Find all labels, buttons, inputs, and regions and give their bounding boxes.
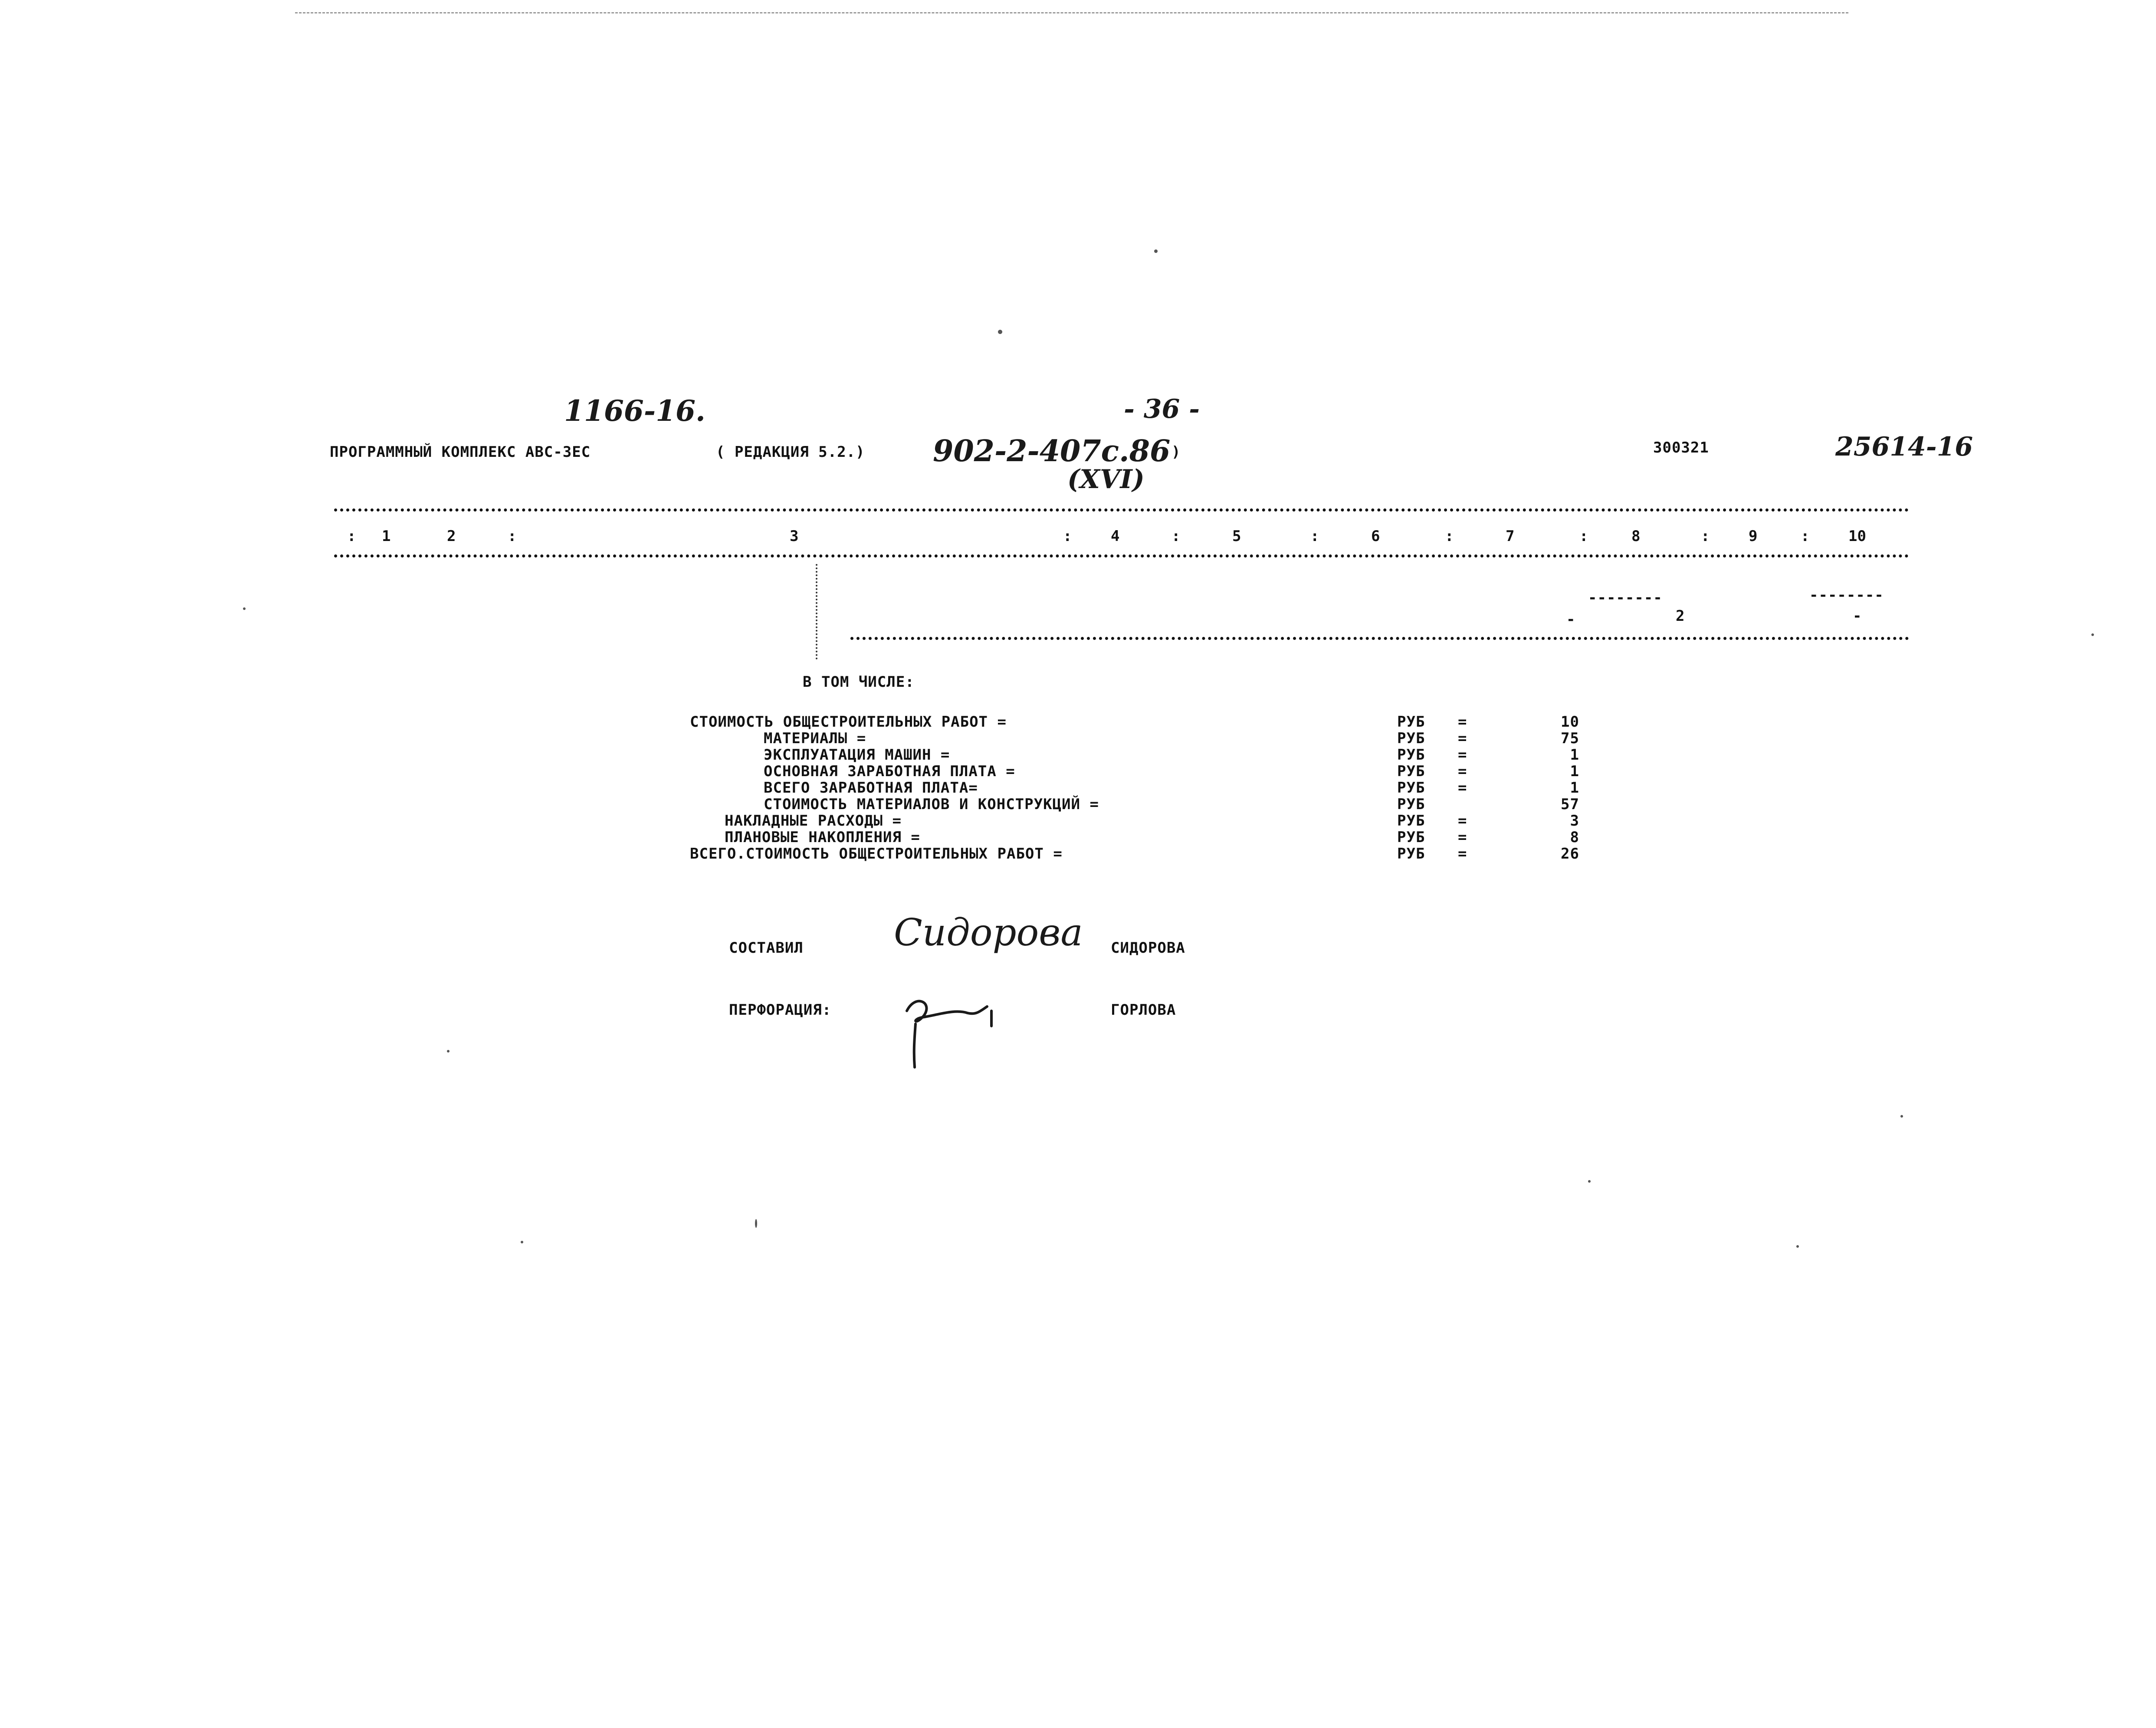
summary-label: СТОИМОСТЬ МАТЕРИАЛОВ И КОНСТРУКЦИЙ = — [764, 796, 1099, 813]
summary-eq: = — [1458, 713, 1467, 731]
col-separator: : — [1701, 528, 1710, 545]
summary-label: СТОИМОСТЬ ОБЩЕСТРОИТЕЛЬНЫХ РАБОТ = — [690, 713, 1007, 731]
summary-label: ЭКСПЛУАТАЦИЯ МАШИН = — [764, 746, 950, 764]
subtotal-rule — [850, 637, 1909, 640]
col-number-2: 2 — [447, 528, 456, 545]
summary-unit: РУБ — [1397, 713, 1425, 731]
summary-value: 1 — [1570, 746, 1579, 764]
summary-unit: РУБ — [1397, 746, 1425, 764]
col-separator: : — [1172, 528, 1181, 545]
compiled-label: СОСТАВИЛ — [729, 939, 804, 957]
subtotal-dashes-right: -------- — [1809, 587, 1884, 604]
col-separator: : — [1801, 528, 1810, 545]
table-bottom-rule — [334, 554, 1909, 557]
col-separator: : — [1445, 528, 1454, 545]
summary-unit: РУБ — [1397, 812, 1425, 830]
project-code: 902-2-407с.86 — [933, 434, 1171, 469]
col-number-1: 1 — [382, 528, 391, 545]
summary-eq: = — [1458, 812, 1467, 830]
summary-value: 3 — [1570, 812, 1579, 830]
program-line: ПРОГРАММНЫЙ КОМПЛЕКС АВС-3ЕС — [330, 443, 591, 461]
summary-unit: РУБ — [1397, 779, 1425, 797]
summary-unit: РУБ — [1397, 730, 1425, 747]
subtotal-col8-value: 2 — [1676, 607, 1685, 625]
summary-value: 26 — [1561, 845, 1579, 862]
col-separator: : — [347, 528, 356, 545]
scan-speck — [521, 1241, 523, 1243]
col-number-7: 7 — [1506, 528, 1515, 545]
sheet-number: 25614-16 — [1835, 432, 1973, 462]
summary-value: 10 — [1561, 713, 1579, 731]
summary-eq: = — [1458, 730, 1467, 747]
perforation-name: ГОРЛОВА — [1111, 1001, 1176, 1019]
col-number-6: 6 — [1371, 528, 1380, 545]
handwritten-number: 1166-16. — [564, 394, 706, 428]
page-mark: - 36 - — [1124, 394, 1200, 424]
edition-label: ( РЕДАКЦИЯ 5.2.) — [716, 443, 865, 461]
summary-label: ВСЕГО.СТОИМОСТЬ ОБЩЕСТРОИТЕЛЬНЫХ РАБОТ = — [690, 845, 1063, 862]
subtotal-col10-value: - — [1853, 607, 1862, 625]
project-subcode: (XVI) — [1067, 464, 1145, 495]
summary-value: 57 — [1561, 796, 1579, 813]
col-number-5: 5 — [1232, 528, 1241, 545]
summary-label: МАТЕРИАЛЫ = — [764, 730, 866, 747]
summary-eq: = — [1458, 829, 1467, 846]
subtotal-dash-col7: - — [1566, 611, 1576, 628]
summary-intro: В ТОМ ЧИСЛЕ: — [803, 673, 915, 691]
summary-label: НАКЛАДНЫЕ РАСХОДЫ = — [725, 812, 902, 830]
scan-speck — [2091, 633, 2094, 636]
top-scan-rule — [295, 12, 1848, 13]
scan-speck — [1900, 1115, 1903, 1118]
perforation-label: ПЕРФОРАЦИЯ: — [729, 1001, 832, 1019]
compiled-name: СИДОРОВА — [1111, 939, 1185, 957]
summary-unit: РУБ — [1397, 763, 1425, 780]
scan-speck — [243, 607, 246, 610]
compiled-signature: Сидорова — [894, 911, 1083, 954]
scan-speck — [447, 1050, 450, 1053]
col-number-3: 3 — [790, 528, 799, 545]
col-number-9: 9 — [1749, 528, 1758, 545]
col-separator: : — [1310, 528, 1319, 545]
summary-value: 75 — [1561, 730, 1579, 747]
summary-label: ПЛАНОВЫЕ НАКОПЛЕНИЯ = — [725, 829, 920, 846]
col-number-10: 10 — [1848, 528, 1866, 545]
summary-unit: РУБ — [1397, 796, 1425, 813]
table-top-rule — [334, 508, 1909, 512]
col-separator: : — [508, 528, 517, 545]
scan-speck — [1154, 249, 1158, 253]
closing-paren: ) — [1172, 443, 1181, 461]
summary-unit: РУБ — [1397, 829, 1425, 846]
col-number-4: 4 — [1111, 528, 1120, 545]
summary-eq: = — [1458, 779, 1467, 797]
summary-eq: = — [1458, 763, 1467, 780]
col-number-8: 8 — [1631, 528, 1641, 545]
column-divider — [816, 564, 817, 659]
summary-label: ВСЕГО ЗАРАБОТНАЯ ПЛАТА= — [764, 779, 978, 797]
summary-value: 1 — [1570, 779, 1579, 797]
summary-value: 8 — [1570, 829, 1579, 846]
col-separator: : — [1579, 528, 1588, 545]
summary-unit: РУБ — [1397, 845, 1425, 862]
scan-speck — [1588, 1180, 1591, 1183]
summary-label: ОСНОВНАЯ ЗАРАБОТНАЯ ПЛАТА = — [764, 763, 1015, 780]
summary-eq: = — [1458, 746, 1467, 764]
summary-eq: = — [1458, 845, 1467, 862]
summary-value: 1 — [1570, 763, 1579, 780]
subtotal-dashes: -------- — [1588, 589, 1663, 607]
scan-speck — [998, 330, 1002, 334]
scan-speck — [1796, 1245, 1799, 1248]
col-separator: : — [1063, 528, 1072, 545]
document-code: 300321 — [1653, 439, 1709, 456]
scan-speck — [755, 1219, 757, 1228]
perforation-signature-icon — [898, 985, 1011, 1072]
